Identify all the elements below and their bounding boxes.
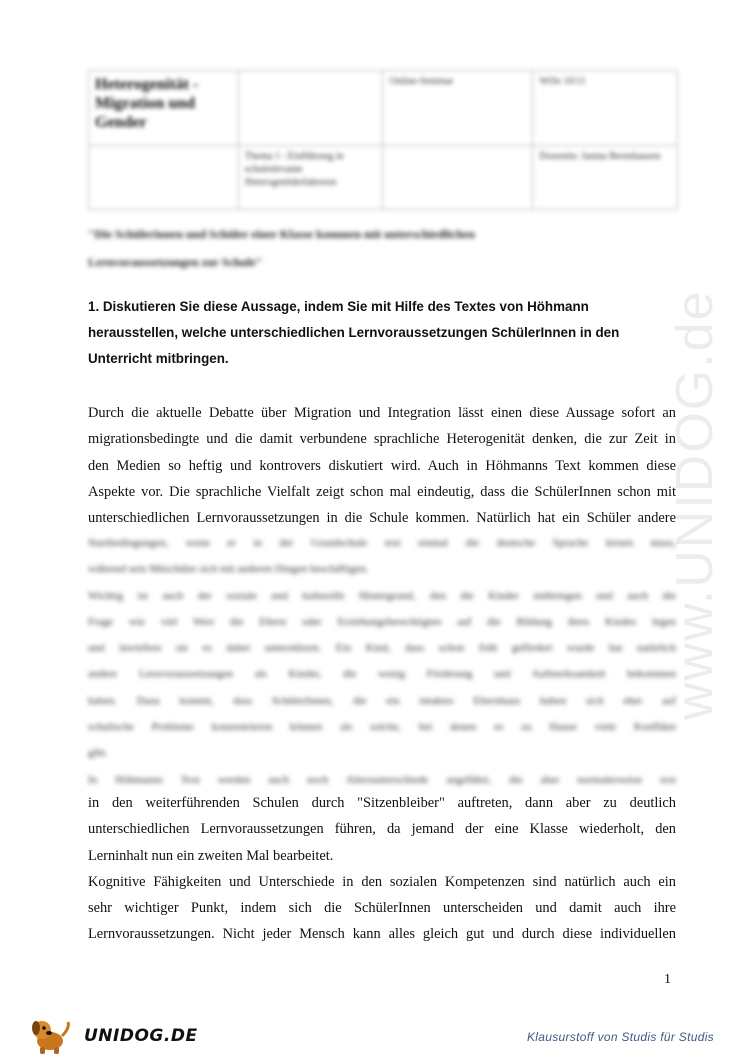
question-heading xyxy=(88,294,678,372)
text-line: haben. Dazu kommt, dass SchülerInnen, die ein intaktes Elternhaus haben sich eher auf xyxy=(88,694,676,707)
quote-line: "Die Schülerinnen und Schüler einer Klasse kommen mit unterschiedlichen xyxy=(88,227,475,241)
empty-cell xyxy=(238,71,383,146)
logo-text: UNIDOG.DE xyxy=(84,1026,198,1046)
text-line: In Höhmanns Text werden auch noch Altersunterschiede angeführt, die aber normalerweise erst xyxy=(88,774,676,786)
quote xyxy=(88,220,678,276)
quote-line: Lernvoraussetzungen zur Schule" xyxy=(88,255,263,269)
seminar-type: Online-Seminar xyxy=(383,71,533,146)
text-line: unterschiedlichen Lernvoraussetzungen in die Schule kommen. Natürlich hat ein Schüler andere xyxy=(88,510,676,527)
unidog-logo xyxy=(28,1016,198,1056)
text-line: Startbedingungen, wenn er in der Grundschule erst einmal die deutsche Sprache lernen muss, xyxy=(88,537,676,549)
text-line: Lerninhalt nun ein zweiten Mal bearbeitet. xyxy=(88,847,334,864)
text-line: den Medien so heftig und kontrovers diskutiert wird. Auch in Höhmanns Text kommen diese xyxy=(88,457,676,474)
paragraph-3 xyxy=(88,790,676,948)
text-line: andere Lernvoraussetzungen als Kinder, die wenig Förderung und Aufmerksamkeit bekommen xyxy=(88,668,676,681)
text-line: Kognitive Fähigkeiten und Unterschiede in den sozialen Kompetenzen sind natürlich auch ein xyxy=(88,873,676,890)
text-line: gibt. xyxy=(88,747,108,760)
question-line: 1. Diskutieren Sie diese Aussage, indem Sie mit Hilfe des Textes von Höhmann xyxy=(88,299,589,314)
text-line: in den weiterführenden Schulen durch "Sitzenbleiber" auftreten, dann aber zu deutlich xyxy=(88,795,676,811)
paragraph-1 xyxy=(88,400,676,531)
text-line: migrationsbedingte und die damit verbundene sprachliche Heterogenität denken, die zur Zeit in xyxy=(88,431,676,448)
text-line: Aspekte vor. Die sprachliche Vielfalt zeigt schon mal eindeutig, dass die SchülerInnen schon mit xyxy=(88,483,676,500)
text-line: während sein Mitschüler sich mit anderen Dingen beschäftigen. xyxy=(88,563,369,576)
question-line: herausstellen, welche unterschiedlichen Lernvoraussetzungen SchülerInnen in den xyxy=(88,325,620,340)
footer-slogan: Klausurstoff von Studis für Studis xyxy=(527,1030,714,1044)
dog-icon xyxy=(28,1016,88,1056)
topic: Thema 1 : Einführung in schulrelevante Heterogenitätsfaktoren xyxy=(238,146,383,210)
text-line: sehr wichtiger Punkt, indem sich die SchülerInnen unterscheiden und damit auch ihre xyxy=(88,900,676,917)
text-line: Durch die aktuelle Debatte über Migration und Integration lässt einen diese Aussage sofort an xyxy=(88,405,676,421)
blurred-paragraph xyxy=(88,530,676,767)
text-line: Wichtig ist auch der soziale und kulturelle Hintergrund, den die Kinder mitbringen und auch die xyxy=(88,589,676,602)
text-line: unterschiedlichen Lernvoraussetzungen führen, da jemand der eine Klasse wiederholt, den xyxy=(88,821,676,838)
question-line: Unterricht mitbringen. xyxy=(88,351,229,366)
text-line: Lernvoraussetzungen. Nicht jeder Mensch kann alles gleich gut und durch diese individuellen xyxy=(88,926,676,943)
text-line: Frage wie viel Wert die Eltern oder Erziehungsberechtigten auf die Bildung ihres Kindes legen xyxy=(88,615,676,628)
watermark: www.UNIDOG.de xyxy=(666,289,724,720)
page-number: 1 xyxy=(664,972,671,987)
text-line: und inwiefern sie es dabei unterstützen. Ein Kind, dass schon früh gefördert wurde hat natürlich xyxy=(88,642,676,655)
empty-cell xyxy=(383,146,533,210)
course-title: Heterogenität - Migration und Gender xyxy=(89,71,239,146)
header-table xyxy=(88,70,678,210)
lecturer: Dozentin: Janina Bernshausen xyxy=(533,146,678,210)
empty-cell xyxy=(89,146,239,210)
text-line: schulische Probleme konzentrieren können als solche, bei denen es zu Hause viele Konflikte xyxy=(88,721,676,734)
semester: WiSe 10/11 xyxy=(533,71,678,146)
